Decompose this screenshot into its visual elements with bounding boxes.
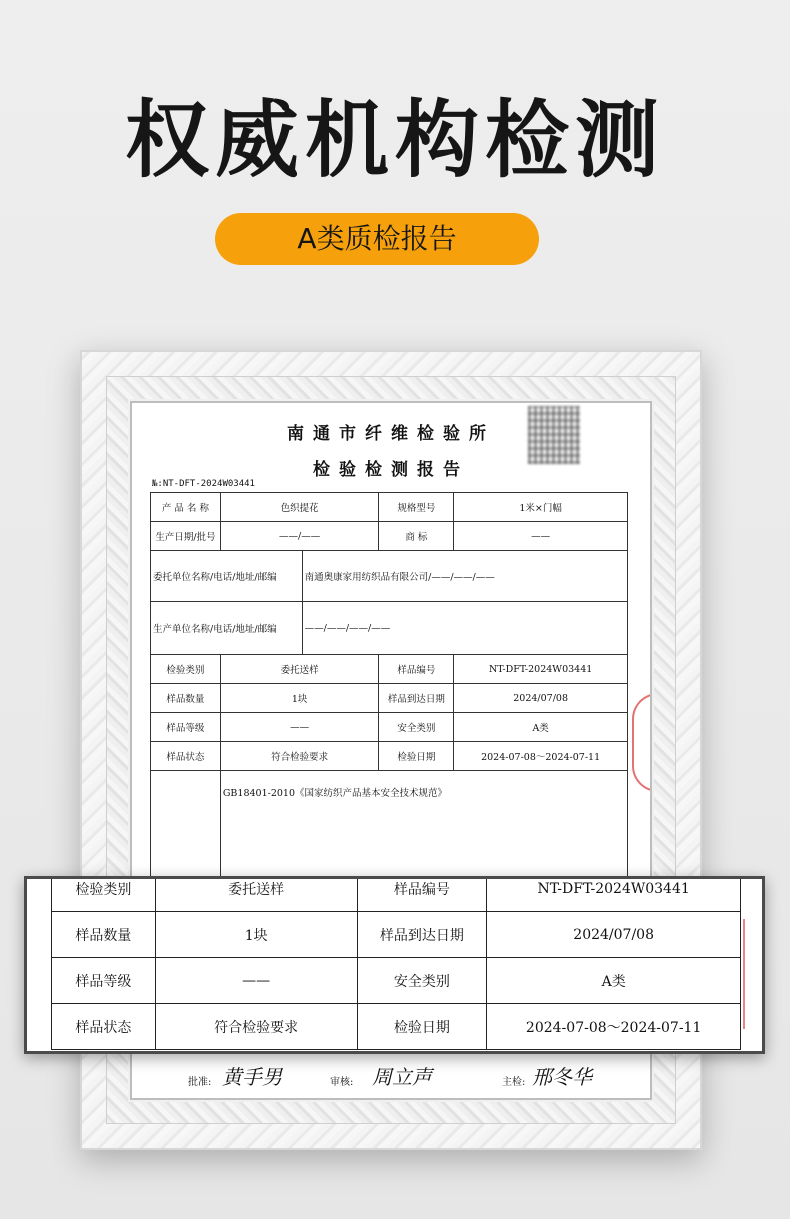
cell-label: 安全类别	[379, 713, 454, 742]
cell-label: 样品等级	[52, 958, 156, 1004]
red-seal-stamp	[632, 693, 650, 792]
cell-label: 样品数量	[52, 912, 156, 958]
report-type-badge: A类质检报告	[215, 213, 539, 265]
cell-value: GB18401-2010《国家纺织产品基本安全技术规范》	[220, 771, 627, 1048]
cell-label: 生产单位名称/电话/地址/邮编	[151, 602, 303, 655]
table-row	[151, 655, 628, 684]
cell-label: 样品编号	[357, 876, 487, 912]
table-row	[52, 912, 741, 958]
table-row	[52, 958, 741, 1004]
cell-label: 样品到达日期	[379, 684, 454, 713]
cell-label: 样品等级	[151, 713, 221, 742]
table-row	[151, 493, 628, 522]
table-row	[151, 551, 628, 602]
cell-value: A类	[454, 713, 628, 742]
report-title: 检验检测报告	[313, 460, 469, 480]
cell-value: 符合检验要求	[155, 1004, 357, 1050]
cell-value: ——/——	[220, 522, 379, 551]
cell-value: ——	[220, 713, 379, 742]
cell-label: 商 标	[379, 522, 454, 551]
approve-signature: 黄手男	[222, 1065, 282, 1089]
table-row	[151, 522, 628, 551]
page-headline: 权威机构检测	[124, 91, 665, 189]
cell-value: 符合检验要求	[220, 742, 379, 771]
table-row	[151, 602, 628, 655]
cell-label: 检验类别	[52, 876, 156, 912]
approve-label: 批准:	[188, 1077, 212, 1088]
report-number: №:NT-DFT-2024W03441	[152, 479, 255, 489]
zoomed-table	[51, 876, 741, 1050]
review-signature: 周立声	[372, 1065, 432, 1089]
cell-label: 产 品 名 称	[151, 493, 221, 522]
chief-signature: 邢冬华	[532, 1065, 592, 1089]
cell-value: 2024-07-08～2024-07-11	[454, 742, 628, 771]
cell-value: 委托送样	[155, 876, 357, 912]
cell-value: 色织提花	[220, 493, 379, 522]
table-row	[151, 684, 628, 713]
qr-code-icon	[528, 406, 580, 464]
cell-label: 样品数量	[151, 684, 221, 713]
cell-value: ——	[454, 522, 628, 551]
cell-value: 委托送样	[220, 655, 379, 684]
cell-value: 2024/07/08	[487, 912, 741, 958]
seal-edge	[743, 919, 761, 1029]
cell-label: 检验日期	[379, 742, 454, 771]
cell-label: 安全类别	[357, 958, 487, 1004]
cell-value: 1块	[220, 684, 379, 713]
cell-label: 样品到达日期	[357, 912, 487, 958]
cell-value: A类	[487, 958, 741, 1004]
cell-label: 检验类别	[151, 655, 221, 684]
cell-value: NT-DFT-2024W03441	[487, 876, 741, 912]
cell-value: 1块	[155, 912, 357, 958]
zoomed-detail-panel	[24, 876, 765, 1054]
cell-value: ——	[155, 958, 357, 1004]
institute-name: 南通市纤维检验所	[287, 424, 495, 444]
table-row	[151, 713, 628, 742]
review-label: 审核:	[330, 1077, 354, 1088]
cell-value: 2024/07/08	[454, 684, 628, 713]
table-row	[52, 876, 741, 912]
cell-label: 样品状态	[151, 742, 221, 771]
cell-value: 南通奥康家用纺织品有限公司/——/——/——	[302, 551, 627, 602]
cell-value: 1米×门幅	[454, 493, 628, 522]
cell-label: 检验日期	[357, 1004, 487, 1050]
cell-value: NT-DFT-2024W03441	[454, 655, 628, 684]
cell-value: 2024-07-08～2024-07-11	[487, 1004, 741, 1050]
chief-label: 主检:	[502, 1077, 526, 1088]
table-row	[151, 742, 628, 771]
cell-label: 样品状态	[52, 1004, 156, 1050]
cell-label: 生产日期/批号	[151, 522, 221, 551]
cell-label: 规格型号	[379, 493, 454, 522]
table-row	[52, 1004, 741, 1050]
cell-label: 样品编号	[379, 655, 454, 684]
cell-label: 委托单位名称/电话/地址/邮编	[151, 551, 303, 602]
cell-value: ——/——/——/——	[302, 602, 627, 655]
